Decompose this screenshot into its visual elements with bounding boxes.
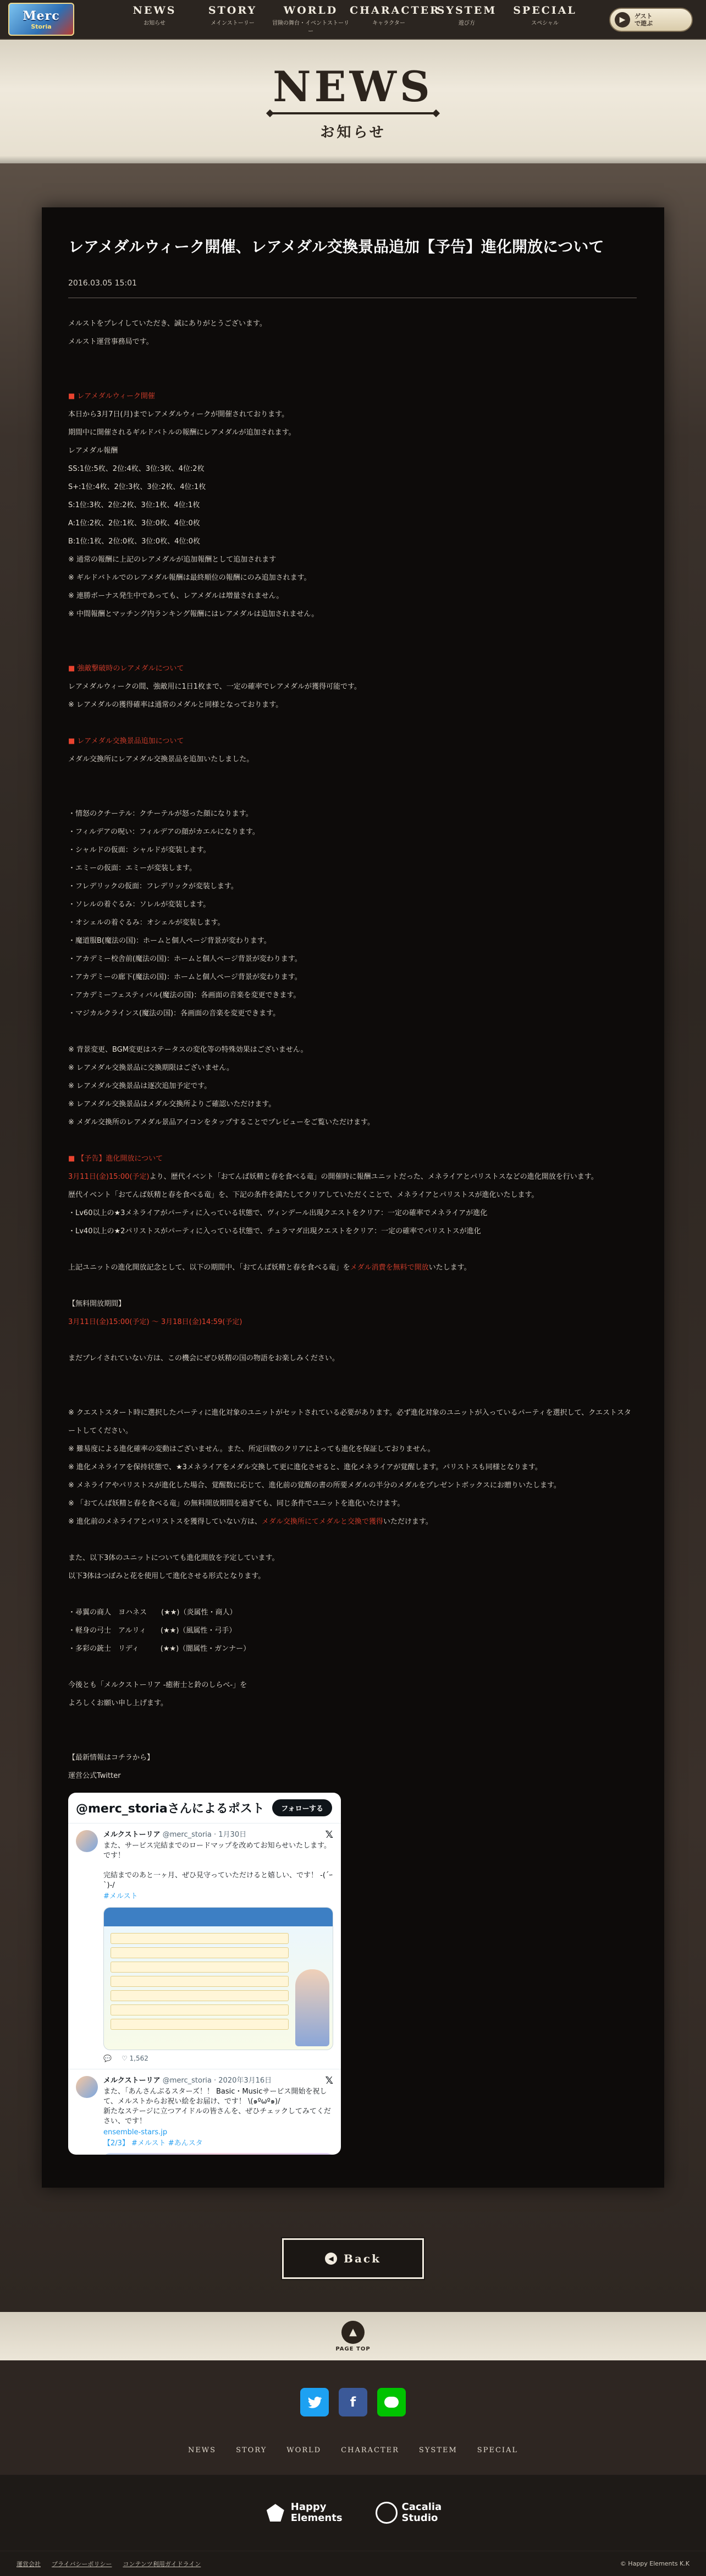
legal-link[interactable]: 運営会社 (16, 2560, 41, 2568)
paragraph: SS:1位:5枚、2位:4枚、3位:3枚、4位:2枚 (68, 465, 205, 473)
page-top-button[interactable] (335, 2321, 370, 2352)
footer (0, 2360, 706, 2576)
paragraph: ※ レアメダル交換景品は逐次追加予定です。 (68, 1082, 212, 1090)
paragraph: ・ソレルの着ぐるみ：ソレルが変装します。 (68, 900, 211, 909)
paragraph: 上記ユニットの進化開放記念として、以下の期間中、「おてんば妖精と春を食べる竜」をメダル消費を無料で開放いたします。 (68, 1264, 471, 1272)
happy-elements-name: Happy Elements (290, 2501, 343, 2524)
paragraph: ・シャルドの仮面：シャルドが変装します。 (68, 846, 211, 854)
cacalia-studio-name: Cacalia Studio (401, 2501, 442, 2524)
back-area (0, 2238, 706, 2279)
nav-item-label: STORY (208, 4, 257, 17)
paragraph-spacer (68, 1277, 637, 1295)
x-logo-icon: 𝕏 (325, 1829, 333, 1841)
paragraph-spacer (68, 1132, 637, 1150)
avatar[interactable] (76, 2076, 98, 2098)
tweet-image-roadmap[interactable] (103, 1907, 333, 2050)
main-content (0, 163, 706, 2312)
avatar[interactable] (76, 1830, 98, 1852)
logo-text-line2: Storia (31, 23, 52, 30)
roadmap-row (111, 1990, 289, 2001)
nav-item-label: SYSTEM (437, 4, 497, 17)
section-heading: ■ レアメダルウィーク開催 (68, 392, 155, 400)
paragraph: 以下3体はつぼみと花を使用して進化させる形式となります。 (68, 1572, 266, 1580)
tweet-content (103, 1830, 333, 2062)
twitter-embed-header (68, 1793, 341, 1823)
logo-badge (8, 3, 74, 36)
article-body (68, 315, 637, 1785)
paragraph: ・尋翼の商人 ヨハネス (★★)（炎属性・商人） (68, 1608, 237, 1617)
twitter-embed-title: @merc_storiaさんによるポスト (76, 1802, 264, 1816)
tweet-post[interactable] (68, 2069, 341, 2155)
paragraph: ・アカデミーの廊下(魔法の国)：ホームと個人ページ背景が変わります。 (68, 973, 302, 981)
legal-bar (0, 2551, 706, 2576)
legal-link[interactable]: コンテンツ利用ガイドライン (123, 2560, 201, 2568)
section-heading: ■ 【予告】進化開放について (68, 1155, 163, 1163)
tweet-post[interactable] (68, 1823, 341, 2069)
paragraph: ・フィルデアの呪い：フィルデアの顔がカエルになります。 (68, 828, 260, 836)
x-logo-icon: 𝕏 (325, 2075, 333, 2086)
paragraph: メルストをプレイしていただき、誠にありがとうございます。 (68, 320, 267, 328)
nav-item-sublabel: 冒険の舞台・イベントストーリー (272, 20, 349, 35)
paragraph-spacer (68, 1658, 637, 1676)
back-button-label: Back (344, 2252, 381, 2265)
paragraph-spacer (68, 1331, 637, 1349)
paragraph: ※ メネライアやパリストスが進化した場合、覚醒数に応じて、進化前の覚醒の書の所要メダルの半分のメダルをプレゼントボックスにお贈りいたします。 (68, 1481, 561, 1490)
roadmap-row (111, 1947, 289, 1958)
page-top-label: PAGE TOP (335, 2346, 371, 2352)
roadmap-header (104, 1908, 333, 1926)
pagetop-band (0, 2312, 706, 2360)
article-date: 2016.03.05 15:01 (68, 279, 637, 298)
nav-item-label: WORLD (283, 4, 338, 17)
footer-nav-system[interactable]: SYSTEM (418, 2446, 457, 2454)
arrow-up-icon: ▲ (341, 2321, 365, 2344)
paragraph: ※ メダル交換所のレアメダル景品アイコンをタップすることでプレビューをご覧いただけます。 (68, 1118, 374, 1127)
tweet-hashtag[interactable]: 【2/3】 #メルスト #あんスタ (103, 2139, 203, 2147)
tweet-content (103, 2076, 333, 2155)
paragraph: 【最新情報はコチラから】 (68, 1754, 155, 1762)
roadmap-row (111, 2004, 289, 2015)
line-share-button[interactable] (377, 2388, 406, 2416)
paragraph: ※ レアメダル交換景品はメダル交換所よりご確認いただけます。 (68, 1100, 276, 1108)
paragraph: 本日から3月7日(月)までレアメダルウィークが開催されております。 (68, 410, 289, 419)
footer-nav-character[interactable]: CHARACTER (341, 2446, 399, 2454)
paragraph: ・軽身の弓士 アルリィ (★★)（風属性・弓手） (68, 1627, 236, 1635)
paragraph-spacer (68, 641, 637, 660)
paragraph: ※ 進化前のメネライアとパリストスを獲得していない方は、メダル交換所にてメダルと交換で獲得いただけます。 (68, 1518, 433, 1526)
footer-nav-story[interactable]: STORY (236, 2446, 267, 2454)
tweet-image-illustration[interactable] (103, 2153, 333, 2155)
paragraph-spacer (68, 1585, 637, 1603)
paragraph: ・マジカルクラインス(魔法の国)：各画面の音楽を変更できます。 (68, 1009, 280, 1018)
paragraph: ・フレデリックの仮面：フレデリックが変装します。 (68, 882, 238, 891)
tweet-meta: メルクストーリア @merc_storia · 1月30日 (103, 1831, 247, 1839)
nav-item-label: SPECIAL (513, 4, 577, 17)
arrow-left-icon: ◀ (325, 2253, 337, 2265)
paragraph: ※ ギルドバトルでのレアメダル報酬は最終順位の報酬にのみ追加されます。 (68, 574, 311, 582)
copyright: © Happy Elements K.K (620, 2560, 690, 2567)
news-article (42, 207, 664, 2188)
paragraph: 期間中に開催されるギルドバトルの報酬にレアメダルが追加されます。 (68, 429, 296, 437)
paragraph: A:1位:2枚、2位:1枚、3位:0枚、4位:0枚 (68, 519, 200, 528)
page-subtitle: お知らせ (320, 124, 386, 141)
twitter-share-button[interactable] (300, 2388, 329, 2416)
nav-item-label: CHARACTER (350, 4, 440, 17)
paragraph: ※ 難易度による進化確率の変動はございません。また、所定回数のクリアによっても進化を保証しておりません。 (68, 1445, 435, 1453)
page-title: NEWS (273, 62, 433, 111)
paragraph: よろしくお願い申し上げます。 (68, 1699, 168, 1707)
paragraph-spacer (68, 768, 637, 787)
paragraph: レアメダル報酬 (68, 447, 118, 455)
tweet-meta: メルクストーリア @merc_storia · 2020年3月16日 (103, 2077, 272, 2085)
paragraph-spacer (68, 369, 637, 387)
roadmap-row (111, 1976, 289, 1987)
guest-play-label: ゲスト で遊ぶ (635, 13, 653, 27)
paragraph: メダル交換所にレアメダル交換景品を追加いたしました。 (68, 755, 254, 764)
nav-item-system[interactable] (428, 4, 506, 35)
paragraph: 歴代イベント「おてんば妖精と春を食べる竜」を、下記の条件を満たしてクリアしていただくことで、メネライアとパリストスが進化いたします。 (68, 1191, 539, 1199)
paragraph-spacer (68, 623, 637, 641)
paragraph: 3月11日(金)15:00(予定) ～ 3月18日(金)14:59(予定) (68, 1318, 242, 1326)
happy-elements-mark-icon (264, 2502, 286, 2524)
paragraph: ※ レアメダルの獲得確率は通常のメダルと同様となっております。 (68, 701, 283, 709)
paragraph: 今後とも「メルクストーリア -癒術士と鈴のしらべ-」を (68, 1681, 247, 1689)
twitter-bird-icon (306, 2394, 323, 2410)
facebook-icon: f (350, 2394, 356, 2410)
paragraph: ・Lv40以上の★2パリストスがパーティに入っている状態で、チュラマダ出現クエストをクリア：一定の確率でパリストスが進化 (68, 1227, 481, 1235)
twitter-timeline-embed[interactable] (68, 1793, 341, 2155)
legal-links (16, 2559, 201, 2568)
paragraph: レアメダルウィークの間、強敵用に1日1枚まで、一定の確率でレアメダルが獲得可能です。 (68, 683, 361, 691)
site-logo[interactable] (0, 0, 82, 39)
paragraph: ※ 進化メネライアを保持状態で、★3メネライアをメダル交換して更に進化させると、進化メネライアが覚醒します。パリストスも同様となります。 (68, 1463, 542, 1471)
guest-play-button[interactable] (609, 8, 693, 32)
roadmap-row (111, 2019, 289, 2030)
legal-link[interactable]: プライバシーポリシー (52, 2560, 112, 2568)
nav-item-character[interactable] (350, 4, 440, 35)
paragraph-spacer (68, 714, 637, 732)
paragraph-spacer (68, 1731, 637, 1749)
paragraph: ・エミーの仮面：エミーが変装します。 (68, 864, 196, 872)
paragraph-spacer (68, 351, 637, 369)
main-menu (115, 4, 584, 35)
follow-button[interactable]: フォローする (272, 1799, 332, 1816)
facebook-share-button[interactable] (339, 2388, 367, 2416)
paragraph: また、以下3体のユニットについても進化開放を予定しています。 (68, 1554, 279, 1562)
paragraph: ・Lv60以上の★3メネライアがパーティに入っている状態で、ヴィンデール出現クエストをクリア：一定の確率でメネライアが進化 (68, 1209, 488, 1217)
paragraph: ※ レアメダル交換景品に交換期限はございません。 (68, 1064, 234, 1072)
article-title: レアメダルウィーク開催、レアメダル交換景品追加【予告】進化開放について (68, 238, 604, 256)
paragraph: まだプレイされていない方は、この機会にぜひ妖精の国の物語をお楽しみください。 (68, 1354, 339, 1363)
top-navigation (0, 0, 706, 40)
paragraph-spacer (68, 1240, 637, 1259)
paragraph: ・アカデミーフェスティバル(魔法の国)：各画面の音楽を変更できます。 (68, 991, 301, 999)
paragraph-spacer (68, 787, 637, 805)
roadmap-row (111, 1933, 289, 1944)
paragraph: ・アカデミー校舎前(魔法の国)：ホームと個人ページ背景が変わります。 (68, 955, 302, 963)
paragraph: S:1位:3枚、2位:2枚、3位:1枚、4位:1枚 (68, 501, 200, 509)
paragraph: メルスト運営事務局です。 (68, 338, 153, 346)
nav-item-sublabel: 遊び方 (459, 20, 475, 26)
paragraph: ※ 背景変更、BGM変更はステータスの変化等の特殊効果はございません。 (68, 1046, 308, 1054)
paragraph-spacer (68, 1531, 637, 1549)
paragraph: ・多彩の銃士 リディ (★★)（闇属性・ガンナー） (68, 1645, 251, 1653)
nav-item-news[interactable] (115, 4, 194, 35)
paragraph: 運営公式Twitter (68, 1772, 121, 1780)
footer-nav-world[interactable]: WORLD (286, 2446, 322, 2454)
section-heading: ■ 強敵撃破時のレアメダルについて (68, 664, 184, 673)
nav-item-sublabel: メインストーリー (211, 20, 255, 26)
nav-item-sublabel: スペシャル (531, 20, 559, 26)
cacalia-ring-icon (376, 2502, 398, 2524)
footer-nav-news[interactable]: NEWS (187, 2446, 217, 2454)
cacalia-studio-logo[interactable] (376, 2502, 442, 2524)
like-count[interactable]: ♡ 1,562 (121, 2055, 148, 2062)
paragraph-spacer (68, 1023, 637, 1041)
nav-item-story[interactable] (194, 4, 272, 35)
paragraph: ※ 「おてんば妖精と春を食べる竜」の無料開放期間を過ぎても、同じ条件でユニットを進化いたけます。 (68, 1500, 405, 1508)
roadmap-row (111, 1962, 289, 1973)
paragraph: ・情怒のクチーテル：クチーテルが怒った顔になります。 (68, 810, 253, 818)
paragraph: ※ 通常の報酬に上記のレアメダルが追加報酬として追加されます (68, 556, 277, 564)
paragraph-spacer (68, 1386, 637, 1404)
nav-item-sublabel: キャラクター (372, 20, 405, 26)
line-icon (384, 2397, 399, 2408)
paragraph: ※ クエストスタート時に選択したパーティに進化対象のユニットがセットされている必要があります。必ず進化対象のユニットが入っているパーティを選択して、クエストスタートしてください。 (68, 1409, 631, 1435)
paragraph: B:1位:1枚、2位:0枚、3位:0枚、4位:0枚 (68, 537, 200, 546)
logo-text-line1: Merc (23, 8, 60, 23)
nav-item-label: NEWS (133, 4, 176, 17)
tweet-stats (103, 2055, 333, 2062)
reply-icon[interactable]: 💬 (103, 2055, 112, 2062)
paragraph-spacer (68, 1367, 637, 1386)
title-divider (271, 112, 435, 114)
character-illustration (295, 1969, 329, 2046)
paragraph: 【無料開放期間】 (68, 1300, 126, 1308)
nav-item-special[interactable] (506, 4, 584, 35)
paragraph: ※ 連勝ボーナス発生中であっても、レアメダルは増量されません。 (68, 592, 284, 600)
tweet-link[interactable]: ensemble-stars.jp (103, 2128, 168, 2136)
back-button[interactable] (282, 2238, 424, 2279)
paragraph: ※ 中間報酬とマッチング内ランキング報酬にはレアメダルは追加されません。 (68, 610, 319, 618)
paragraph: ・オシェルの着ぐるみ：オシェルが変装します。 (68, 919, 225, 927)
nav-item-sublabel: お知らせ (144, 20, 166, 26)
footer-navigation (0, 2444, 706, 2475)
footer-nav-special[interactable]: SPECIAL (477, 2446, 519, 2454)
play-icon: ▶ (615, 12, 630, 28)
company-logos (0, 2475, 706, 2551)
paragraph-spacer (68, 1712, 637, 1731)
tweet-hashtag[interactable]: #メルスト (103, 1892, 138, 1901)
paragraph: 3月11日(金)15:00(予定)より、歴代イベント「おてんば妖精と春を食べる竜」の開催時に報酬ユニットだった、メネライアとパリストスなどの進化開放を行います。 (68, 1173, 598, 1181)
tweet-text: また、「あんさんぶるスターズ！！ Basic・Musicサービス開始を祝して、メルストからお祝い絵をお届け、です！ \(๑ºωº๑)/ 新たなステージに立つアイドルの皆さんを、ぜひチェックしてみてください、です！ (103, 2088, 331, 2125)
happy-elements-logo[interactable] (264, 2502, 343, 2524)
nav-item-world[interactable] (272, 4, 350, 35)
social-links (0, 2360, 706, 2444)
section-heading: ■ レアメダル交換景品追加について (68, 737, 184, 745)
paragraph: S+:1位:4枚、2位:3枚、3位:2枚、4位:1枚 (68, 483, 206, 491)
page-banner (0, 40, 706, 163)
paragraph: ・魔道服B(魔法の国)：ホームと個人ページ背景が変わります。 (68, 937, 271, 945)
tweet-text: また、サービス完結までのロードマップを改めてお知らせいたします。です！ 完結までのあと一ヶ月、ぜひ見守っていただけると嬉しい、です！ -(´ｰ`)-/ (103, 1842, 333, 1890)
